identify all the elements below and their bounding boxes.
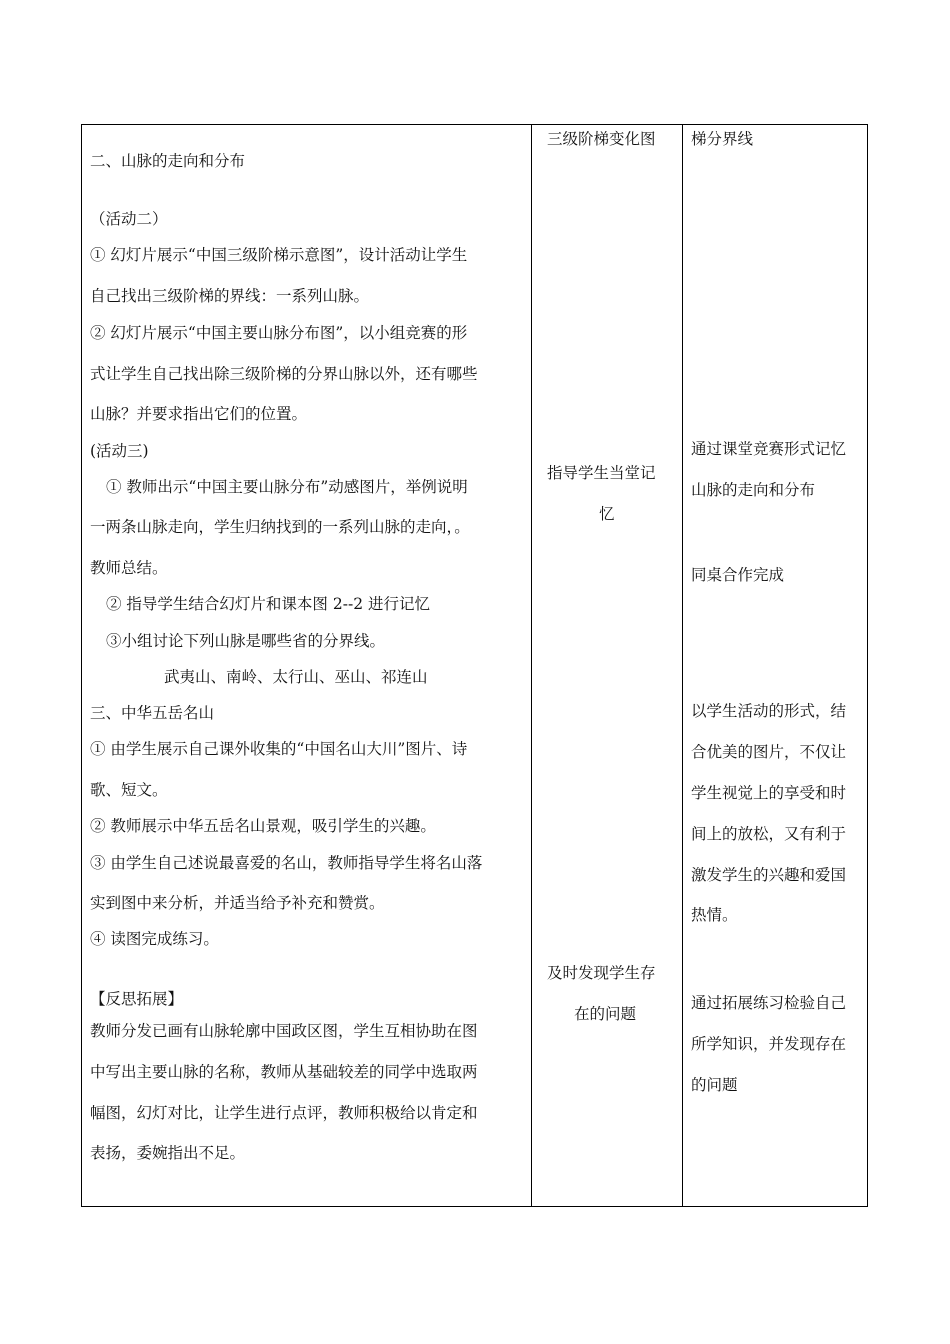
intent-text: 合优美的图片，不仅让 <box>691 743 847 761</box>
text-line: ② 指导学生结合幻灯片和课本图 2--2 进行记忆 <box>106 595 430 613</box>
text-line: ② 幻灯片展示“中国主要山脉分布图”，以小组竞赛的形 <box>90 324 468 342</box>
intent-text: 通过课堂竞赛形式记忆 <box>691 440 847 458</box>
intent-text: 热情。 <box>691 906 738 924</box>
text-line: 实到图中来分析，并适当给予补充和赞赏。 <box>90 894 385 912</box>
intent-text: 间上的放松，又有利于 <box>691 825 847 843</box>
text-line: ① 由学生展示自己课外收集的“中国名山大川”图片、诗 <box>90 740 468 758</box>
guidance-text: 忆 <box>599 505 615 523</box>
text-line: 一两条山脉走向，学生归纳找到的一系列山脉的走向，。 <box>90 518 470 536</box>
activity-label-3: (活动三) <box>90 442 149 460</box>
text-line: 教师总结。 <box>90 559 168 577</box>
column-divider-1 <box>531 125 532 1206</box>
column-divider-2 <box>682 125 683 1206</box>
intent-text: 梯分界线 <box>691 130 754 148</box>
guidance-text: 三级阶梯变化图 <box>547 130 656 148</box>
text-line: 式让学生自己找出除三级阶梯的分界山脉以外，还有哪些 <box>90 365 478 383</box>
activity-label-2: （活动二） <box>90 210 168 228</box>
section-heading-five-mountains: 三、中华五岳名山 <box>90 704 215 722</box>
intent-text: 通过拓展练习检验自己 <box>691 994 847 1012</box>
intent-text: 同桌合作完成 <box>691 566 785 584</box>
intent-text: 所学知识，并发现存在 <box>691 1035 847 1053</box>
text-line: 教师分发已画有山脉轮廓中国政区图，学生互相协助在图 <box>90 1022 478 1040</box>
intent-text: 学生视觉上的享受和时 <box>691 784 847 802</box>
text-line: 幅图，幻灯对比，让学生进行点评，教师积极给以肯定和 <box>90 1104 478 1122</box>
text-line: ③小组讨论下列山脉是哪些省的分界线。 <box>106 632 386 650</box>
guidance-text: 及时发现学生存 <box>547 964 656 982</box>
text-line: 表扬，委婉指出不足。 <box>90 1144 246 1162</box>
intent-text: 的问题 <box>691 1076 738 1094</box>
text-line: ① 教师出示“中国主要山脉分布”动感图片，举例说明 <box>106 478 468 496</box>
guidance-text: 指导学生当堂记 <box>547 464 656 482</box>
text-line: ② 教师展示中华五岳名山景观，吸引学生的兴趣。 <box>90 817 436 835</box>
lesson-table <box>81 124 868 1207</box>
mountain-list: 武夷山、南岭、太行山、巫山、祁连山 <box>164 668 428 686</box>
section-heading-reflection: 【反思拓展】 <box>90 990 184 1008</box>
text-line: 中写出主要山脉的名称，教师从基础较差的同学中选取两 <box>90 1063 478 1081</box>
text-line: 歌、短文。 <box>90 781 168 799</box>
text-line: ③ 由学生自己述说最喜爱的名山，教师指导学生将名山落 <box>90 854 483 872</box>
guidance-text: 在的问题 <box>574 1005 637 1023</box>
intent-text: 以学生活动的形式，结 <box>691 702 847 720</box>
text-line: 山脉？并要求指出它们的位置。 <box>90 405 308 423</box>
intent-text: 山脉的走向和分布 <box>691 481 816 499</box>
text-line: ① 幻灯片展示“中国三级阶梯示意图”，设计活动让学生 <box>90 246 468 264</box>
section-heading-mountains: 二、山脉的走向和分布 <box>90 152 246 170</box>
intent-text: 激发学生的兴趣和爱国 <box>691 866 847 884</box>
text-line: 自己找出三级阶梯的界线：一系列山脉。 <box>90 287 370 305</box>
text-line: ④ 读图完成练习。 <box>90 930 219 948</box>
